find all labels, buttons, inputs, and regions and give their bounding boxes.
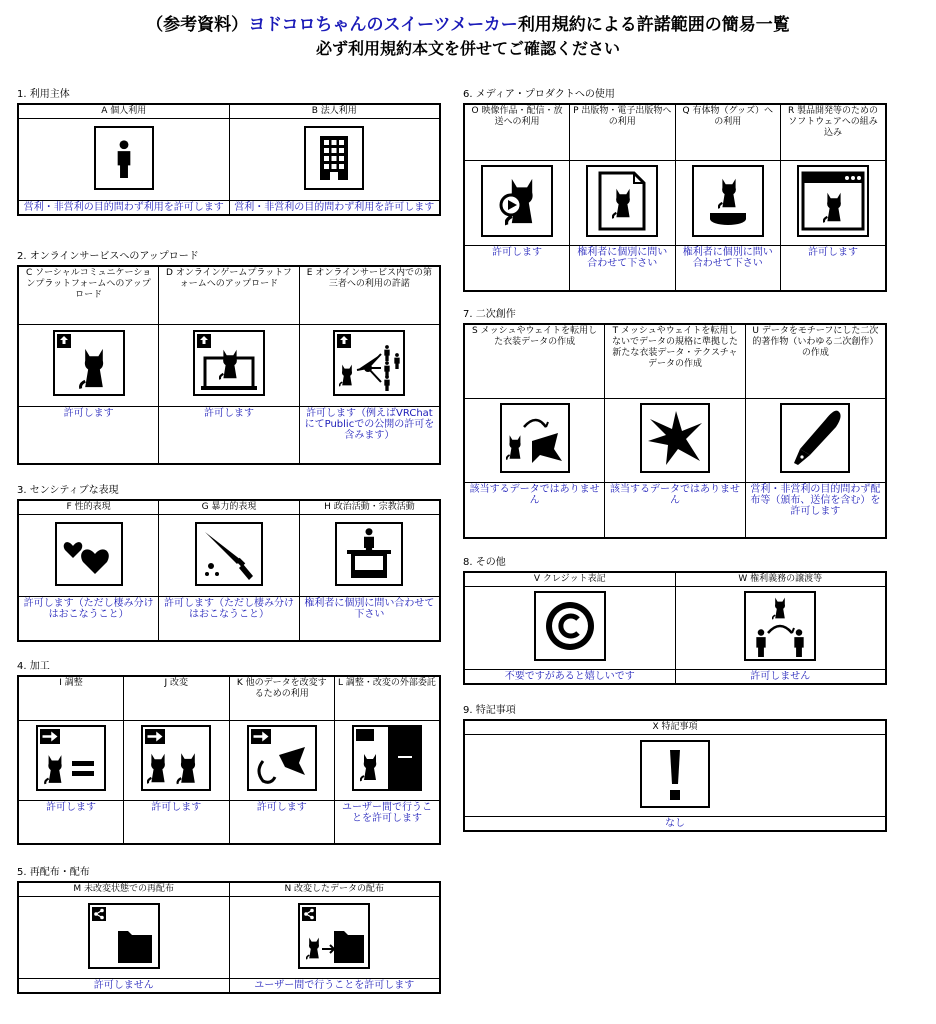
figure-goods-icon: [692, 165, 764, 237]
redistribute-icon: [88, 903, 160, 969]
column-label: P 出版物・電子出版物への利用: [570, 104, 676, 160]
modify-icon: [141, 725, 211, 791]
column-label: B 法人利用: [229, 104, 440, 119]
permission-table: [463, 571, 887, 685]
reuse-data-icon: [247, 725, 317, 791]
column-label: M 未改変状態での再配布: [18, 882, 229, 897]
section-heading: 3. センシティブな表現: [17, 485, 119, 496]
distribute-modified-icon: [298, 903, 370, 969]
permission-table: [17, 103, 441, 216]
column-label: L 調整・改変の外部委託: [335, 676, 441, 720]
section-derivative-works: [463, 308, 887, 539]
title-brand: ヨドコロちゃんのスイーツメーカー: [248, 15, 518, 35]
column-label: O 映像作品・配信・放送への利用: [464, 104, 570, 160]
section-usage-subject: [17, 88, 441, 216]
permission-text: ユーザー間で行うことを許可します: [229, 979, 440, 994]
permission-table: [463, 719, 887, 832]
section-heading: 8. その他: [463, 557, 506, 568]
section-heading: 6. メディア・プロダクトへの使用: [463, 89, 615, 100]
section-heading: 1. 利用主体: [17, 89, 70, 100]
permission-text: 営利・非営利の目的問わず配布等（頒布、送信を含む）を許可します: [745, 482, 886, 538]
permission-table: [463, 323, 887, 539]
publication-icon: [586, 165, 658, 237]
column-label: W 権利義務の譲渡等: [675, 572, 886, 587]
column-label: H 政治活動・宗教活動: [299, 500, 440, 515]
person-icon: [94, 126, 154, 190]
section-heading: 5. 再配布・配布: [17, 867, 90, 878]
outsource-icon: [352, 725, 422, 791]
column-label: X 特記事項: [464, 720, 886, 735]
office-building-icon: [304, 126, 364, 190]
upload-social-icon: [53, 330, 125, 396]
column-label: K 他のデータを改変するための利用: [229, 676, 335, 720]
permission-text: 許可します: [18, 406, 159, 464]
upload-game-icon: [193, 330, 265, 396]
section-redistribution: [17, 866, 441, 994]
column-label: V クレジット表記: [464, 572, 675, 587]
column-label: F 性的表現: [18, 500, 159, 515]
permission-text: 許可します: [781, 245, 887, 291]
permission-text: 許可します: [464, 245, 570, 291]
mesh-transfer-icon: [500, 403, 570, 473]
permission-text: 許可します: [159, 406, 300, 464]
software-window-icon: [797, 165, 869, 237]
section-other: [463, 556, 887, 685]
section-heading: 9. 特記事項: [463, 705, 516, 716]
section-processing: [17, 660, 441, 845]
permission-text: 権利者に個別に問い合わせて下さい: [570, 245, 676, 291]
column-label: U データをモチーフにした二次的著作物（いわゆる二次創作）の作成: [745, 324, 886, 398]
page-subtitle: 必ず利用規約本文を併せてご確認ください: [315, 39, 620, 58]
new-costume-icon: [640, 403, 710, 473]
permission-text: 許可しません: [18, 979, 229, 994]
permission-text: 該当するデータではありません: [464, 482, 605, 538]
video-play-icon: [481, 165, 553, 237]
permission-text: ユーザー間で行うことを許可します: [335, 800, 441, 844]
column-label: S メッシュやウェイトを転用した衣装データの作成: [464, 324, 605, 398]
column-label: T メッシュやウェイトを転用しないでデータの規格に準拠した新たな衣装データ・テクスチャデータの作成: [605, 324, 746, 398]
permission-text: 許可しません: [675, 670, 886, 685]
section-sensitive-expression: [17, 484, 441, 642]
permission-table: [17, 881, 441, 994]
permission-text: 許可します（ただし棲み分けはおこなうこと）: [18, 597, 159, 641]
permission-text: 権利者に個別に問い合わせて下さい: [299, 597, 440, 641]
column-label: N 改変したデータの配布: [229, 882, 440, 897]
transfer-rights-icon: [744, 591, 816, 661]
permission-text: 許可します（ただし棲み分けはおこなうこと）: [159, 597, 300, 641]
title-prefix: （参考資料）: [146, 15, 249, 35]
section-heading: 7. 二次創作: [463, 309, 516, 320]
share-third-party-icon: [333, 330, 405, 396]
section-media-products: [463, 88, 887, 292]
page-title: [0, 10, 936, 35]
section-heading: 4. 加工: [17, 661, 50, 672]
permission-text: 許可します: [18, 800, 124, 844]
permission-text: 権利者に個別に問い合わせて下さい: [675, 245, 781, 291]
permission-text: 許可します: [124, 800, 230, 844]
hearts-icon: [55, 522, 123, 586]
permission-text: 許可します: [229, 800, 335, 844]
exclamation-icon: [640, 740, 710, 808]
permission-text: なし: [464, 817, 886, 832]
section-online-upload: [17, 250, 441, 465]
permission-text: 許可します（例えばVRChatにてPublicでの公開の許可を含みます）: [299, 406, 440, 464]
column-label: J 改変: [124, 676, 230, 720]
column-label: A 個人利用: [18, 104, 229, 119]
permission-table: [17, 675, 441, 845]
copyright-icon: [534, 591, 606, 661]
column-label: E オンラインサービス内での第三者への利用の許諾: [299, 266, 440, 324]
column-label: R 製品開発等のためのソフトウェアへの組み込み: [781, 104, 887, 160]
permission-text: 営利・非営利の目的問わず利用を許可します: [18, 201, 229, 216]
permission-table: [17, 499, 441, 642]
column-label: D オンラインゲームプラットフォームへのアップロード: [159, 266, 300, 324]
permission-table: [463, 103, 887, 292]
permission-text: 該当するデータではありません: [605, 482, 746, 538]
adjust-icon: [36, 725, 106, 791]
section-heading: 2. オンラインサービスへのアップロード: [17, 251, 199, 262]
column-label: G 暴力的表現: [159, 500, 300, 515]
knife-icon: [195, 522, 263, 586]
pen-nib-icon: [780, 403, 850, 473]
permission-text: 不要ですがあると嬉しいです: [464, 670, 675, 685]
permission-text: 営利・非営利の目的問わず利用を許可します: [229, 201, 440, 216]
permission-table: [17, 265, 441, 465]
column-label: C ソーシャルコミュニケーションプラットフォームへのアップロード: [18, 266, 159, 324]
column-label: I 調整: [18, 676, 124, 720]
section-special-notes: [463, 704, 887, 832]
title-suffix: 利用規約による許諾範囲の簡易一覧: [517, 15, 790, 35]
podium-speaker-icon: [335, 522, 403, 586]
column-label: Q 有体物（グッズ）への利用: [675, 104, 781, 160]
